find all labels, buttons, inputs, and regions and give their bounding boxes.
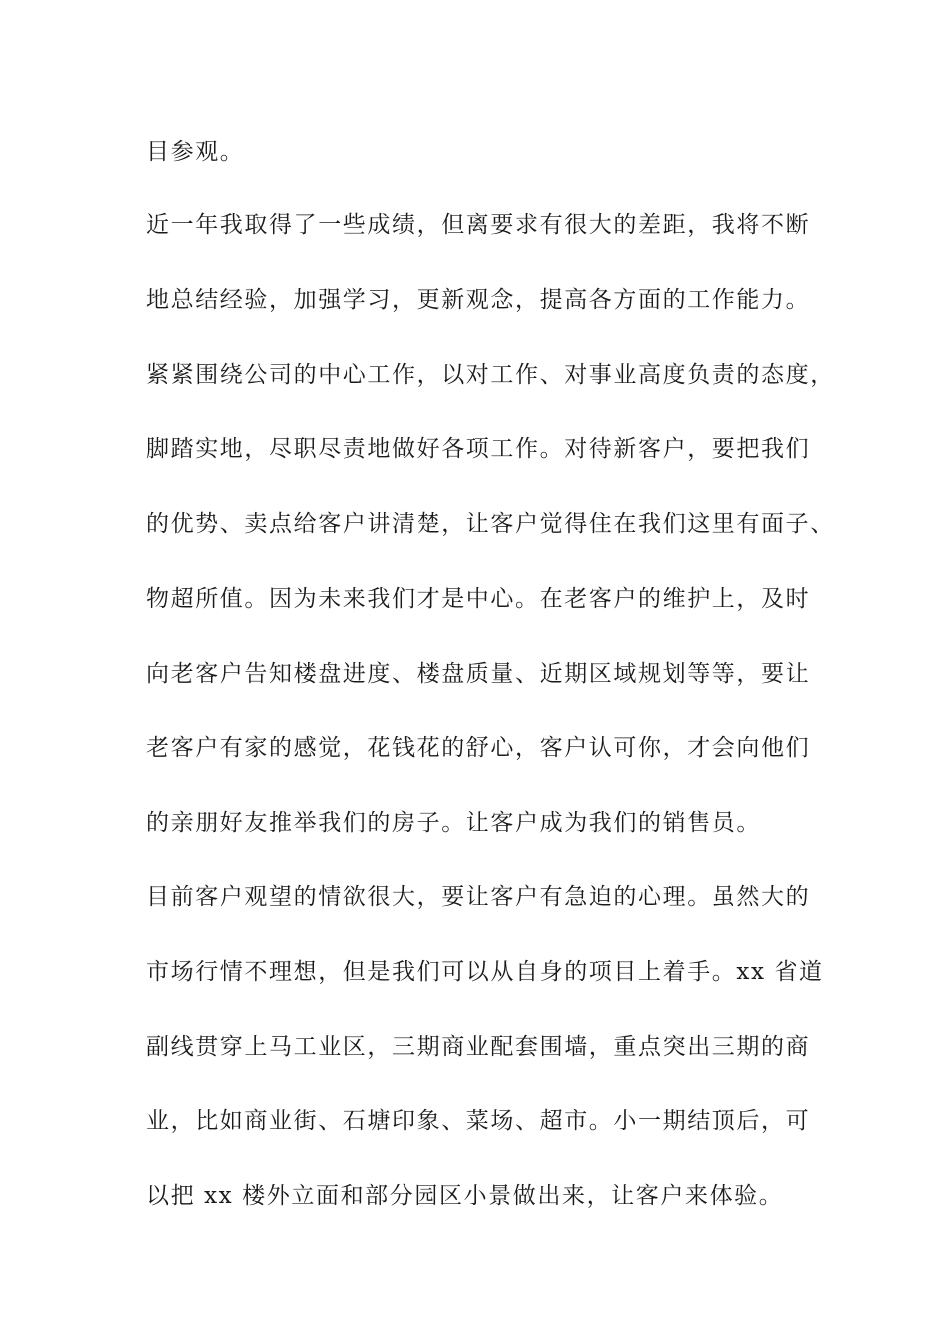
- text-line: 近一年我取得了一些成绩，但离要求有很大的差距，我将不断: [146, 212, 811, 238]
- text-line: 以把 xx 楼外立面和部分园区小景做出来，让客户来体验。: [146, 1183, 784, 1209]
- text-line: 目参观。: [146, 139, 245, 165]
- text-line: 地总结经验，加强学习，更新观念，提高各方面的工作能力。: [146, 287, 811, 313]
- text-line: 紧紧围绕公司的中心工作，以对工作、对事业高度负责的态度，: [146, 362, 835, 388]
- text-line: 业，比如商业街、石塘印象、菜场、超市。小一期结顶后，可: [146, 1108, 811, 1134]
- text-line: 物超所值。因为未来我们才是中心。在老客户的维护上，及时: [146, 586, 811, 612]
- text-line: 市场行情不理想，但是我们可以从自身的项目上着手。xx 省道: [146, 959, 824, 985]
- text-line: 脚踏实地，尽职尽责地做好各项工作。对待新客户，要把我们: [146, 436, 811, 462]
- text-line: 老客户有家的感觉，花钱花的舒心，客户认可你，才会向他们: [146, 735, 811, 761]
- text-line: 的优势、卖点给客户讲清楚，让客户觉得住在我们这里有面子、: [146, 511, 835, 537]
- text-line: 副线贯穿上马工业区，三期商业配套围墙，重点突出三期的商: [146, 1034, 811, 1060]
- text-line: 目前客户观望的情欲很大，要让客户有急迫的心理。虽然大的: [146, 884, 811, 910]
- text-line: 的亲朋好友推举我们的房子。让客户成为我们的销售员。: [146, 810, 761, 836]
- text-line: 向老客户告知楼盘进度、楼盘质量、近期区域规划等等，要让: [146, 661, 811, 687]
